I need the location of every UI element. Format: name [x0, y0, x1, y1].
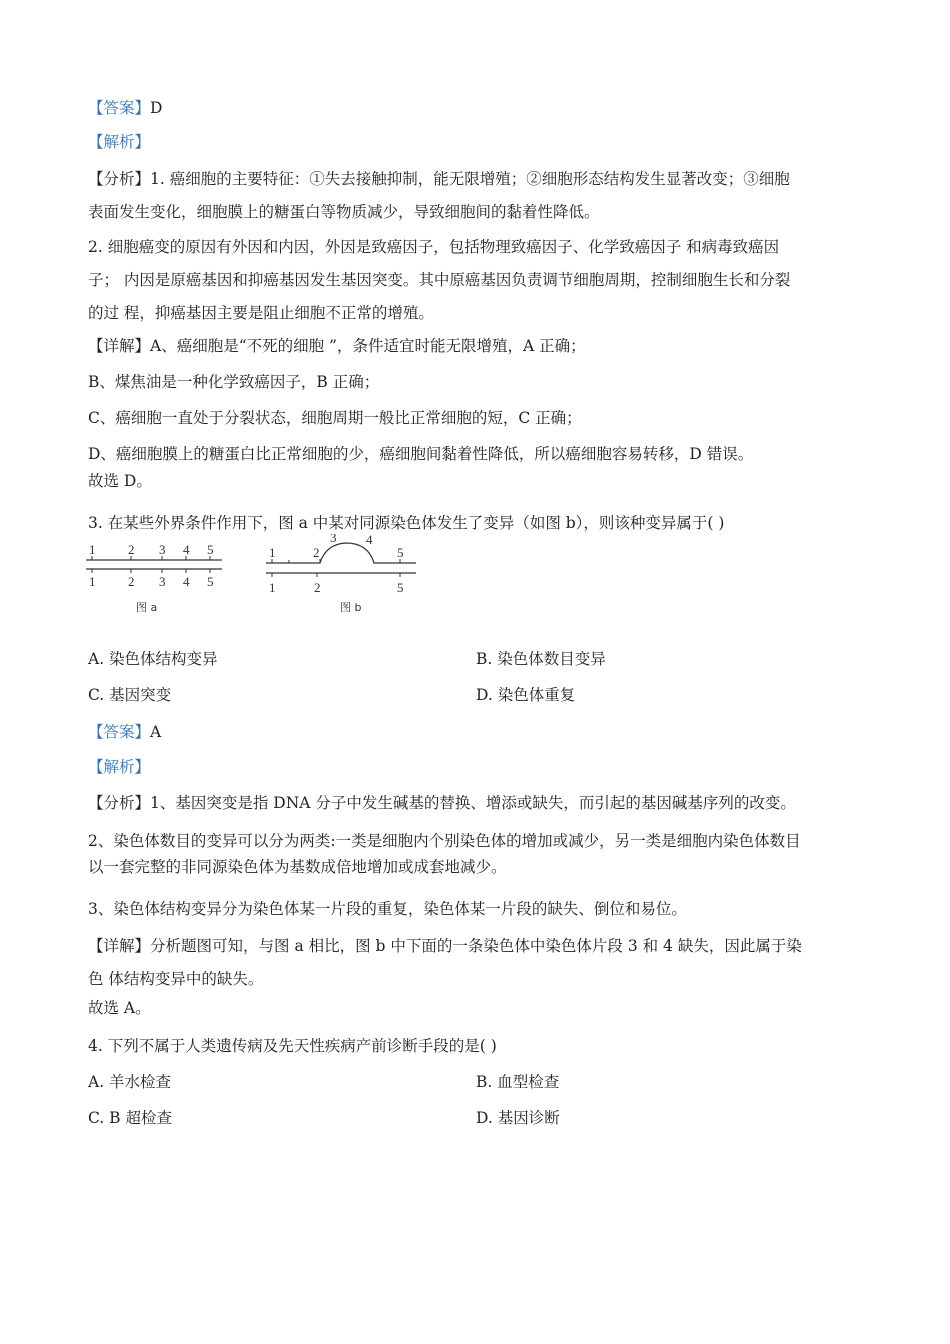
- chromosome-figure: [84, 534, 424, 616]
- b-bottom-label-1: 1: [269, 580, 276, 595]
- a-bottom-label-4: 4: [183, 574, 190, 589]
- q2-detail-a: 【详解】A、癌细胞是“不死的细胞 ”，条件适宜时能无限增殖，A 正确；: [88, 337, 586, 355]
- q4-option-d: D. 基因诊断: [476, 1109, 560, 1127]
- q3-stem: 3. 在某些外界条件作用下，图 a 中某对同源染色体发生了变异（如图 b），则该种变异属于( ): [88, 514, 725, 532]
- b-top-label-4: 4: [366, 534, 373, 547]
- figure-b-caption: 图 b: [340, 601, 362, 614]
- a-bottom-label-2: 2: [128, 574, 135, 589]
- b-bottom-label-2: 2: [314, 580, 321, 595]
- q4-option-c: C. B 超检查: [88, 1109, 172, 1127]
- q3-detail-a: 【详解】分析题图可知，与图 a 相比，图 b 中下面的一条染色体中染色体片段 3 和 4 缺失，因此属于染: [88, 937, 802, 955]
- q3-option-b: B. 染色体数目变异: [476, 650, 606, 668]
- a-top-label-4: 4: [183, 542, 190, 557]
- q3-option-d: D. 染色体重复: [476, 686, 576, 704]
- detail-tag: 【详解】: [88, 937, 151, 955]
- b-top-label-3: 3: [330, 534, 337, 545]
- q3-option-a: A. 染色体结构变异: [88, 650, 218, 668]
- figure-a-caption: 图 a: [136, 601, 158, 614]
- b-top-label-5: 5: [397, 545, 404, 560]
- q2-conclusion: 故选 D。: [88, 472, 152, 490]
- q4-stem: 4. 下列不属于人类遗传病及先天性疾病产前诊断手段的是( ): [88, 1037, 497, 1055]
- answer-tag: 【答案】: [88, 99, 151, 117]
- b-bottom-label-5: 5: [397, 580, 404, 595]
- q2-answer-line: [88, 97, 162, 119]
- q3-option-c: C. 基因突变: [88, 686, 172, 704]
- a-top-label-2: 2: [128, 542, 135, 557]
- analysis-tag: 【解析】: [88, 758, 151, 776]
- q2-fenxi-1a: 【分析】1. 癌细胞的主要特征：①失去接触抑制，能无限增殖；②细胞形态结构发生显著改变；③细胞: [88, 170, 790, 188]
- detail-tag: 【详解】: [88, 337, 151, 355]
- q2-detail-d: D、癌细胞膜上的糖蛋白比正常细胞的少，癌细胞间黏着性降低，所以癌细胞容易转移，D 错误。: [88, 445, 754, 463]
- q3-fenxi-3: 3、染色体结构变异分为染色体某一片段的重复，染色体某一片段的缺失、倒位和易位。: [88, 900, 687, 918]
- q4-option-a: A. 羊水检查: [88, 1073, 172, 1091]
- q2-fenxi-1b: 表面发生变化，细胞膜上的糖蛋白等物质减少，导致细胞间的黏着性降低。: [88, 203, 600, 221]
- q3-conclusion: 故选 A。: [88, 999, 151, 1017]
- q3-detail-b: 色 体结构变异中的缺失。: [88, 970, 264, 988]
- b-top-label-2: 2: [313, 545, 320, 560]
- figure-b: [266, 534, 416, 614]
- answer-tag: 【答案】: [88, 723, 151, 741]
- a-bottom-label-5: 5: [207, 574, 214, 589]
- q2-fenxi-2b: 子； 内因是原癌基因和抑癌基因发生基因突变。其中原癌基因负责调节细胞周期，控制细胞生长和分裂: [88, 271, 791, 289]
- a-bottom-label-3: 3: [159, 574, 166, 589]
- a-bottom-label-1: 1: [89, 574, 96, 589]
- b-top-label-1: 1: [269, 545, 276, 560]
- q2-detail-c: C、癌细胞一直处于分裂状态，细胞周期一般比正常细胞的短，C 正确；: [88, 409, 582, 427]
- q2-fenxi-2c: 的过 程，抑癌基因主要是阻止细胞不正常的增殖。: [88, 304, 434, 322]
- fenxi-tag: 【分析】: [88, 794, 151, 812]
- q4-option-b: B. 血型检查: [476, 1073, 560, 1091]
- q3-answer-line: [88, 721, 161, 743]
- a-top-label-1: 1: [89, 542, 96, 557]
- figure-a: [86, 542, 222, 614]
- q3-fenxi-2a: 2、染色体数目的变异可以分为两类:一类是细胞内个别染色体的增加或减少，另一类是细胞内染色体数目: [88, 832, 801, 850]
- q2-detail-b: B、煤焦油是一种化学致癌因子，B 正确；: [88, 373, 380, 391]
- analysis-tag: 【解析】: [88, 133, 151, 151]
- answer-value: A: [150, 723, 162, 741]
- fenxi-tag: 【分析】: [88, 170, 151, 188]
- a-top-label-5: 5: [207, 542, 214, 557]
- q2-fenxi-2a: 2. 细胞癌变的原因有外因和内因，外因是致癌因子，包括物理致癌因子、化学致癌因子 和病毒致癌因: [88, 238, 780, 256]
- q3-fenxi-1: 【分析】1、基因突变是指 DNA 分子中发生碱基的替换、增添或缺失，而引起的基因碱基序列的改变。: [88, 794, 796, 812]
- answer-value: D: [150, 99, 163, 117]
- q3-fenxi-2b: 以一套完整的非同源染色体为基数成倍地增加或成套地减少。: [88, 858, 507, 876]
- a-top-label-3: 3: [159, 542, 166, 557]
